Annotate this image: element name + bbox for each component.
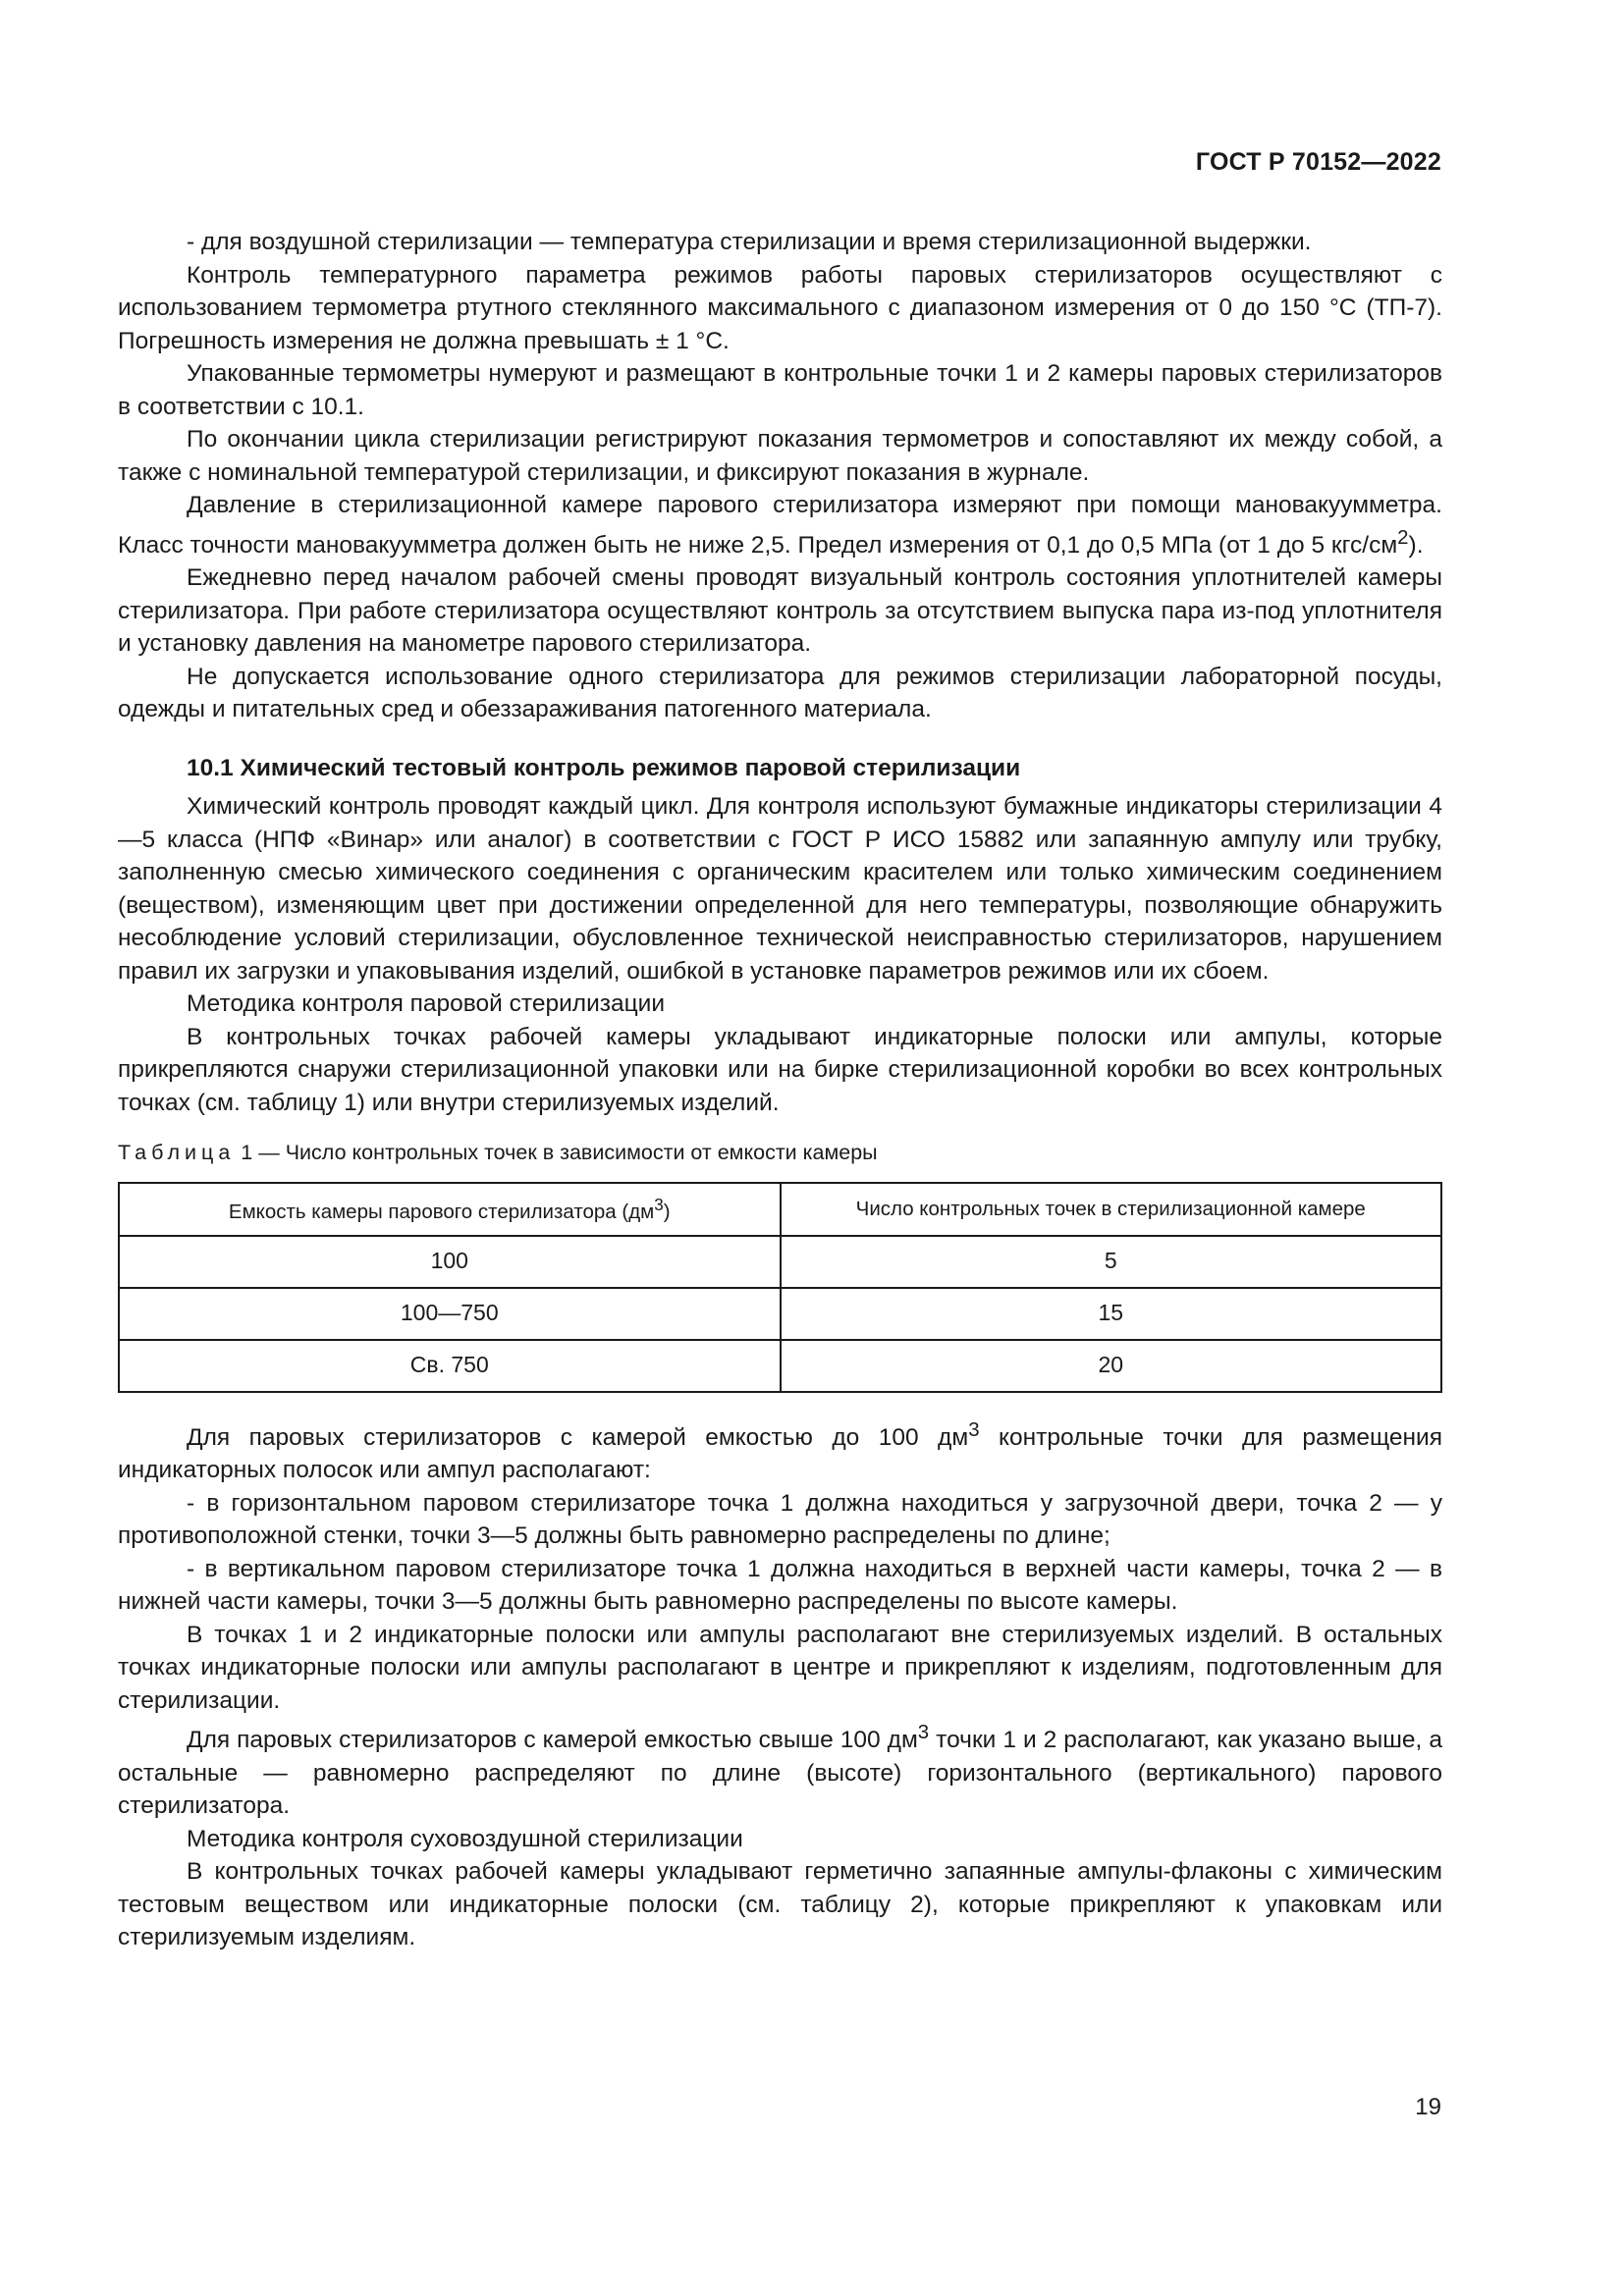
list-item-vertical: - в вертикальном паровом стерилизаторе точка 1 должна находиться в верхней части камеры, точка 2 — в нижней части камеры, точки 3—5 должны быть равномерно распределены по высоте камеры.	[118, 1555, 1442, 1616]
cell-capacity: 100	[119, 1236, 781, 1288]
pressure-text: Давление в стерилизационной камере парового стерилизатора измеряют при помощи мановакуумметра. Класс точности мановакуумметра должен быть не ниже 2,5. Предел измерения от 0,1 до 0,5 МПа (от 1 до 5 кгс/см	[118, 492, 1442, 559]
page-number: 19	[1415, 2094, 1441, 2120]
document-body	[118, 226, 1442, 1954]
up-to-100-text-b: контрольные точки для размещения индикаторных полосок или ампул располагают:	[118, 1423, 1442, 1484]
paragraph-air-sterilization: - для воздушной стерилизации — температура стерилизации и время стерилизационной выдержки.	[187, 229, 1312, 255]
paragraph-over-100	[118, 1717, 1442, 1823]
document-code: ГОСТ Р 70152—2022	[1195, 148, 1441, 176]
paragraph-steam-method-heading: Методика контроля паровой стерилизации	[187, 990, 666, 1018]
paragraph-packed-thermometers: Упакованные термометры нумеруют и размещают в контрольные точки 1 и 2 камеры паровых стерилизаторов в соответствии с 10.1.	[118, 360, 1442, 420]
over-100-text-a: Для паровых стерилизаторов с камерой емкостью свыше 100 дм	[187, 1727, 918, 1754]
pressure-sup: 2	[1397, 526, 1409, 549]
paragraph-chemical-control: Химический контроль проводят каждый цикл. Для контроля используют бумажные индикаторы стерилизации 4—5 класса (НПФ «Винар» или аналог) в соответствии с ГОСТ Р ИСО 15882 или запаянную ампулу или трубку, заполненную смесью химического соединения с органическим красителем или только химическим соединением (веществом), изменяющим цвет при достижении определенной для него температуры, позволяющие обнаружить несоблюдение условий стерилизации, обусловленное технической неисправностью стерилизаторов, нарушением правил их загрузки и упаковывания изделий, ошибкой в установке параметров режимов или их сбоем.	[118, 793, 1442, 985]
cell-points: 15	[781, 1288, 1442, 1340]
column-header-points: Число контрольных точек в стерилизационной камере	[781, 1183, 1442, 1236]
capacity-header-tail: )	[663, 1201, 671, 1224]
paragraph-control-points: В контрольных точках рабочей камеры укладывают индикаторные полоски или ампулы, которые прикрепляются снаружи стерилизационной упаковки или на бирке стерилизационной коробки во всех контрольных точках (см. таблицу 1) или внутри стерилизуемых изделий.	[118, 1023, 1442, 1116]
table-row	[119, 1236, 1441, 1288]
cell-capacity: 100—750	[119, 1288, 781, 1340]
up-to-100-sup: 3	[968, 1418, 980, 1441]
column-header-capacity	[119, 1183, 781, 1236]
up-to-100-text-a: Для паровых стерилизаторов с камерой емкостью до 100 дм	[187, 1423, 969, 1451]
cell-capacity: Св. 750	[119, 1340, 781, 1392]
over-100-sup: 3	[917, 1722, 930, 1744]
cell-points: 20	[781, 1340, 1442, 1392]
paragraph-temperature-control: Контроль температурного параметра режимов работы паровых стерилизаторов осуществляют с использованием термометра ртутного стеклянного максимального с диапазоном измерения от 0 до 150 °С (ТП-7). Погрешность измерения не должна превышать ± 1 °С.	[118, 261, 1442, 354]
pressure-tail: ).	[1408, 531, 1424, 559]
table-header-row	[119, 1183, 1441, 1236]
control-points-table	[118, 1182, 1442, 1393]
paragraph-cycle-end: По окончании цикла стерилизации регистрируют показания термометров и сопоставляют их между собой, а также с номинальной температурой стерилизации, и фиксируют показания в журнале.	[118, 426, 1442, 486]
table-row	[119, 1340, 1441, 1392]
capacity-header-text: Емкость камеры парового стерилизатора (дм	[228, 1201, 655, 1224]
table-caption-text: 1 — Число контрольных точек в зависимости от емкости камеры	[241, 1141, 878, 1165]
capacity-header-sup: 3	[654, 1196, 664, 1215]
table-row	[119, 1288, 1441, 1340]
table-caption	[118, 1137, 1442, 1170]
paragraph-up-to-100	[118, 1415, 1442, 1487]
table-caption-label: Таблица	[118, 1141, 236, 1165]
paragraph-daily-check: Ежедневно перед началом рабочей смены проводят визуальный контроль состояния уплотнителей камеры стерилизатора. При работе стерилизатора осуществляют контроль за отсутствием выпуска пара из-под уплотнителя и установку давления на манометре парового стерилизатора.	[118, 564, 1442, 658]
paragraph-pressure	[118, 489, 1442, 561]
paragraph-points-1-2: В точках 1 и 2 индикаторные полоски или ампулы располагают вне стерилизуемых изделий. В остальных точках индикаторные полоски или ампулы располагают в центре и прикрепляют к изделиям, подготовленным для стерилизации.	[118, 1621, 1442, 1714]
paragraph-single-sterilizer: Не допускается использование одного стерилизатора для режимов стерилизации лабораторной посуды, одежды и питательных сред и обеззараживания патогенного материала.	[118, 663, 1442, 723]
over-100-text-b: точки 1 и 2 располагают, как указано выше, а остальные — равномерно распределяют по длине (высоте) горизонтального (вертикального) парового стерилизатора.	[118, 1727, 1442, 1820]
list-item-horizontal: - в горизонтальном паровом стерилизаторе точка 1 должна находиться у загрузочной двери, точка 2 — у противоположной стенки, точки 3—5 должны быть равномерно распределены по длине;	[118, 1489, 1442, 1550]
section-heading: 10.1 Химический тестовый контроль режимов паровой стерилизации	[187, 754, 1021, 781]
paragraph-dry-method-heading: Методика контроля суховоздушной стерилизации	[187, 1825, 743, 1852]
cell-points: 5	[781, 1236, 1442, 1288]
paragraph-dry-method: В контрольных точках рабочей камеры укладывают герметично запаянные ампулы-флаконы с химическим тестовым веществом или индикаторные полоски (см. таблицу 2), которые прикрепляют к упаковкам или стерилизуемым изделиям.	[118, 1858, 1442, 1951]
